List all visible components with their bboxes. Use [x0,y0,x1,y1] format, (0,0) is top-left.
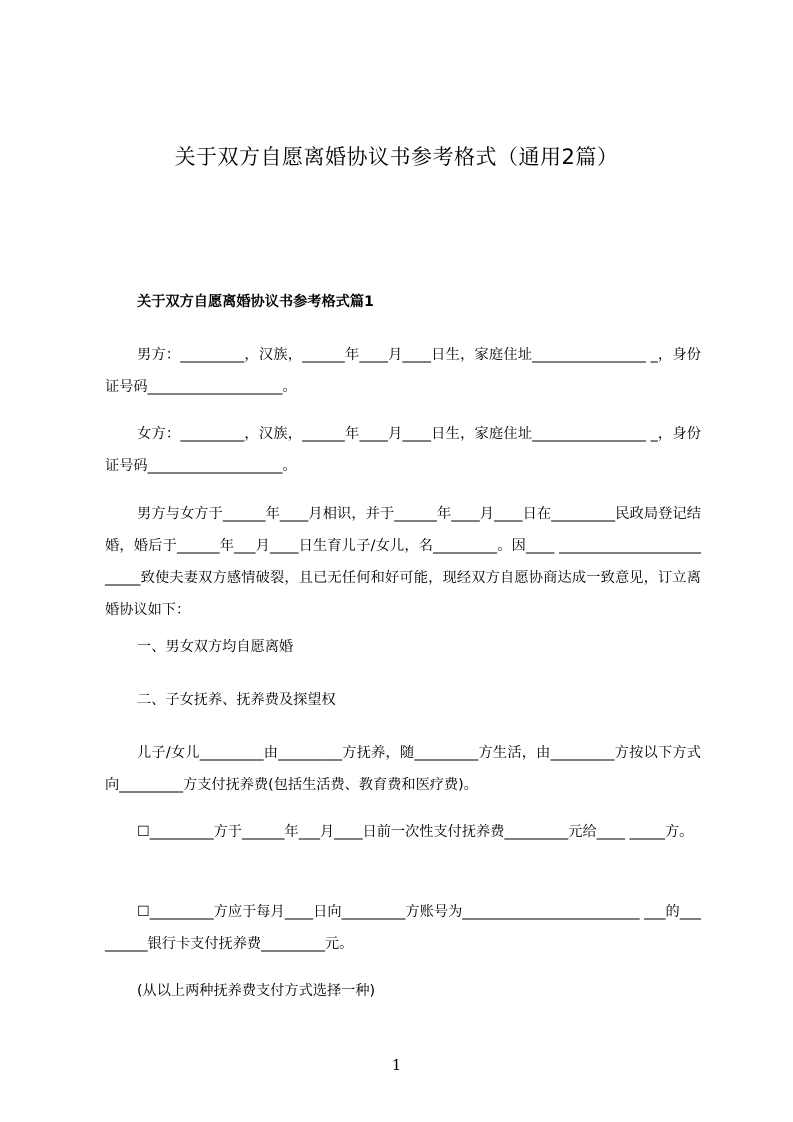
page-number: 1 [391,1056,402,1074]
paragraph-note: (从以上两种抚养费支付方式选择一种) [137,983,376,999]
paragraph-lump-sum-option: ☐_________方于______年___月____日前一次性支付抚养费_________元给____ _____方。 [137,824,694,840]
document-title: 关于双方自愿离婚协议书参考格式（通用2篇） [174,145,619,169]
clause-1-heading: 一、男女双方均自愿离婚 [137,639,294,655]
paragraph-monthly-option: ☐_________方应于每月____日向_________方账号为_________________________ ___的_________银行卡支付抚养费_________元。 [105,904,701,952]
section-heading: 关于双方自愿离婚协议书参考格式篇1 [137,294,374,310]
paragraph-male-info: 男方：_________，汉族，______年____月____日生，家庭住址________________ _，身份证号码___________________。 [105,347,701,395]
clause-2-heading: 二、子女抚养、抚养费及探望权 [137,692,336,708]
paragraph-marriage-info: 男方与女方于______年____月相识，并于______年____月____日在_________民政局登记结婚，婚后于______年___月____日生育儿子/女儿，名_________。因____ _________________________致使夫妻双方感情破裂，且已无任何和好可能，现经双方自愿协商达成一致意见，订立离婚协议如下： [105,506,701,618]
paragraph-female-info: 女方：_________，汉族，______年____月____日生，家庭住址________________ _，身份证号码___________________。 [105,426,701,474]
paragraph-custody: 儿子/女儿_________由_________方抚养，随_________方生活，由_________方按以下方式向_________方支付抚养费(包括生活费、教育费和医疗费)。 [105,745,701,793]
